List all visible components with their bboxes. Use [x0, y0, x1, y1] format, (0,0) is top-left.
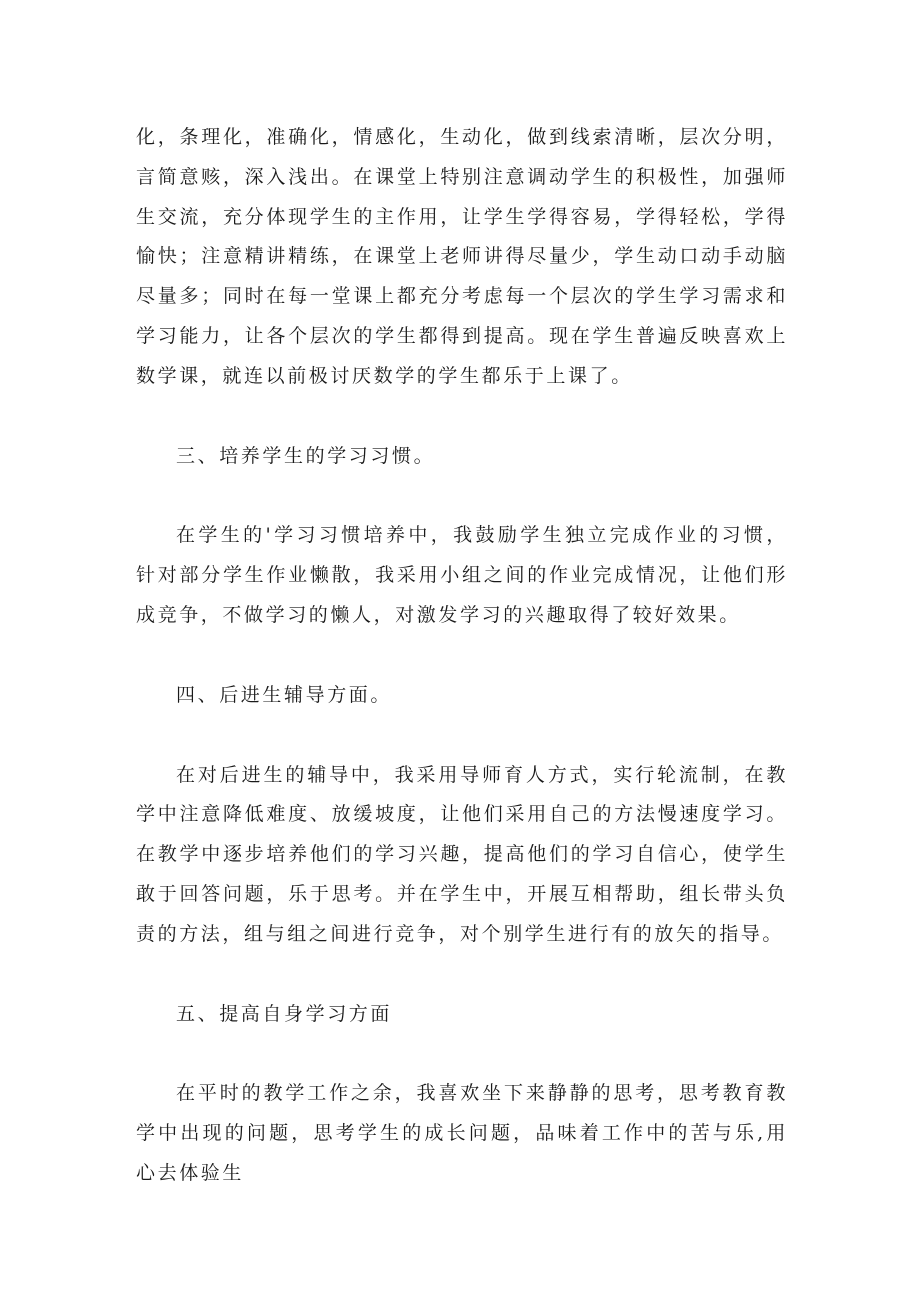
section-heading-self-improvement: 五、提高自身学习方面 [176, 1002, 393, 1025]
document-body [136, 118, 788, 1234]
paragraph-struggling-students: 在对后进生的辅导中，我采用导师育人方式，实行轮流制，在教学中注意降低难度、放缓坡度，让他们采用自己的方法慢速度学习。在教学中逐步培养他们的学习兴趣，提高他们的学习自信心，使学生敢于回答问题，乐于思考。并在学生中，开展互相帮助，组长带头负责的方法，组与组之间进行竞争，对个别学生进行有的放矢的指导。 [136, 763, 788, 945]
paragraph-self-improvement: 在平时的教学工作之余，我喜欢坐下来静静的思考，思考教育教学中出现的问题，思考学生的成长问题，品味着工作中的苦与乐,用心去体验生 [136, 1082, 788, 1184]
paragraph-study-habits: 在学生的'学习习惯培养中，我鼓励学生独立完成作业的习惯，针对部分学生作业懒散，我采用小组之间的作业完成情况，让他们形成竞争，不做学习的懒人，对激发学习的兴趣取得了较好效果。 [136, 524, 788, 626]
section-heading-struggling-students: 四、后进生辅导方面。 [176, 683, 393, 706]
section-heading-study-habits: 三、培养学生的学习习惯。 [176, 444, 436, 467]
paragraph-teaching-methods: 化，条理化，准确化，情感化，生动化，做到线索清晰，层次分明，言简意赅，深入浅出。在课堂上特别注意调动学生的积极性，加强师生交流，充分体现学生的主作用，让学生学得容易，学得轻松，学得愉快；注意精讲精练，在课堂上老师讲得尽量少，学生动口动手动脑尽量多；同时在每一堂课上都充分考虑每一个层次的学生学习需求和学习能力，让各个层次的学生都得到提高。现在学生普遍反映喜欢上数学课，就连以前极讨厌数学的学生都乐于上课了。 [136, 126, 788, 387]
